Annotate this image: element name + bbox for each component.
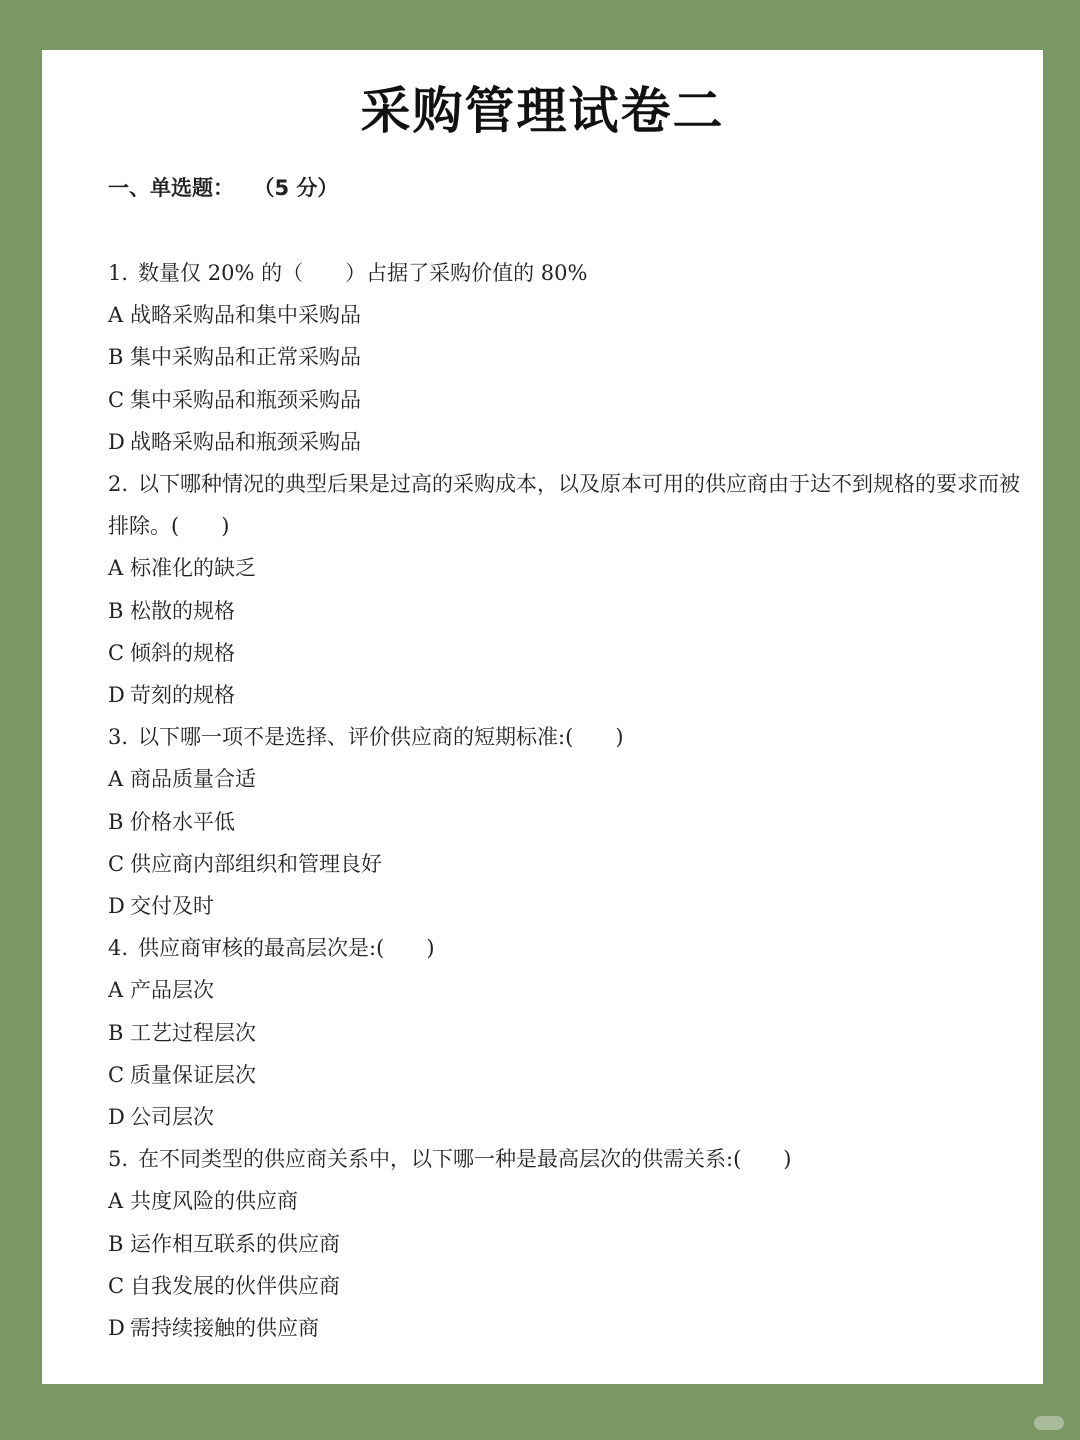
option-letter: A	[108, 1189, 124, 1214]
option-letter: C	[108, 640, 125, 665]
option-text: 集中采购品和正常采购品	[130, 345, 361, 370]
option-3a	[108, 758, 1023, 800]
option-text: 供应商内部组织和管理良好	[130, 851, 382, 876]
option-text: 战略采购品和瓶颈采购品	[130, 429, 361, 454]
option-text: 自我发展的伙伴供应商	[130, 1273, 340, 1298]
option-text: 商品质量合适	[130, 767, 256, 792]
question-4	[108, 927, 1023, 969]
option-text: 共度风险的供应商	[130, 1189, 298, 1214]
option-letter: B	[108, 598, 124, 623]
option-4a	[108, 969, 1023, 1011]
question-number: 4.	[108, 936, 129, 961]
option-text: 工艺过程层次	[130, 1020, 256, 1045]
option-letter: B	[108, 1020, 124, 1045]
option-text: 价格水平低	[130, 809, 235, 834]
option-1d	[108, 421, 1023, 463]
option-letter: D	[108, 429, 125, 454]
section-score: （5 分）	[264, 176, 339, 200]
question-number: 3.	[108, 725, 129, 750]
option-4c	[108, 1054, 1023, 1096]
question-list	[108, 252, 1023, 1349]
question-5	[108, 1138, 1023, 1180]
option-letter: B	[108, 1231, 124, 1256]
option-5c	[108, 1265, 1023, 1307]
section-heading	[108, 172, 338, 202]
question-1	[108, 252, 1023, 294]
option-text: 公司层次	[130, 1105, 214, 1130]
question-text: 以下哪一项不是选择、评价供应商的短期标准:( )	[138, 725, 624, 750]
question-text: 在不同类型的供应商关系中，以下哪一种是最高层次的供需关系:( )	[138, 1147, 792, 1172]
option-5b	[108, 1223, 1023, 1265]
question-text: 数量仅 20% 的（ ）占据了采购价值的 80%	[138, 261, 588, 285]
option-2c	[108, 632, 1023, 674]
option-text: 倾斜的规格	[130, 640, 235, 665]
question-number: 1.	[108, 261, 129, 285]
option-letter: A	[108, 767, 124, 792]
option-letter: D	[108, 1105, 125, 1130]
option-5a	[108, 1180, 1023, 1222]
option-2d	[108, 674, 1023, 716]
option-text: 苛刻的规格	[130, 683, 235, 708]
option-letter: D	[108, 683, 125, 708]
option-text: 战略采购品和集中采购品	[130, 303, 361, 328]
question-number: 2.	[108, 472, 129, 497]
option-letter: A	[108, 978, 124, 1003]
option-text: 松散的规格	[130, 598, 235, 623]
option-1a	[108, 294, 1023, 336]
option-text: 产品层次	[130, 978, 214, 1003]
option-letter: A	[108, 556, 124, 581]
question-number: 5.	[108, 1147, 129, 1172]
option-text: 交付及时	[130, 894, 214, 919]
page-title: 采购管理试卷二	[360, 82, 725, 140]
option-letter: A	[108, 303, 124, 328]
option-3c	[108, 843, 1023, 885]
option-text: 质量保证层次	[130, 1062, 256, 1087]
question-text: 供应商审核的最高层次是:( )	[138, 936, 435, 961]
question-2	[108, 463, 1023, 547]
option-3d	[108, 885, 1023, 927]
option-2b	[108, 590, 1023, 632]
question-text: 以下哪种情况的典型后果是过高的采购成本，以及原本可用的供应商由于达不到规格的要求而被排除。( )	[108, 472, 1021, 539]
section-heading-label: 一、单选题：	[108, 176, 234, 200]
exam-paper	[42, 50, 1043, 1384]
option-4d	[108, 1096, 1023, 1138]
question-3	[108, 716, 1023, 758]
watermark-badge	[1034, 1416, 1064, 1430]
option-letter: B	[108, 809, 124, 834]
option-3b	[108, 801, 1023, 843]
option-text: 运作相互联系的供应商	[130, 1231, 340, 1256]
option-4b	[108, 1012, 1023, 1054]
option-5d	[108, 1307, 1023, 1349]
option-letter: C	[108, 851, 125, 876]
option-1b	[108, 336, 1023, 378]
option-letter: D	[108, 894, 125, 919]
option-text: 标准化的缺乏	[130, 556, 256, 581]
option-text: 集中采购品和瓶颈采购品	[130, 387, 361, 412]
option-letter: B	[108, 345, 124, 370]
option-1c	[108, 379, 1023, 421]
option-letter: D	[108, 1316, 125, 1341]
option-2a	[108, 547, 1023, 589]
option-letter: C	[108, 387, 125, 412]
option-text: 需持续接触的供应商	[130, 1316, 319, 1341]
option-letter: C	[108, 1273, 125, 1298]
option-letter: C	[108, 1062, 125, 1087]
